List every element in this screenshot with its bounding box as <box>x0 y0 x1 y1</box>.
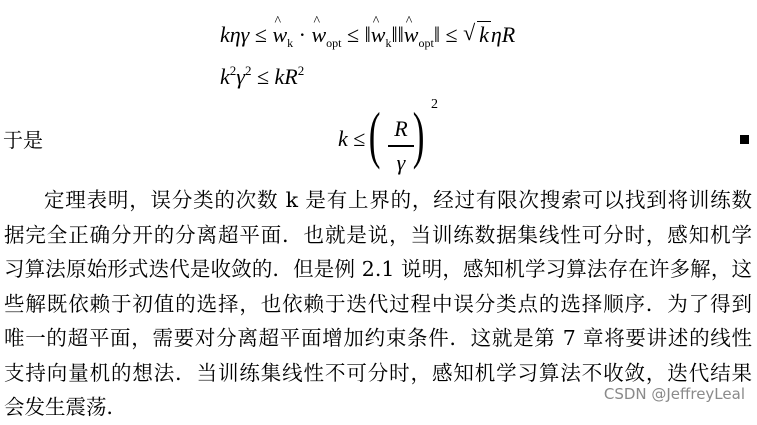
paragraph-line: 定理表明，误分类的次数 k 是有上界的，经过有限次搜索可以找到将训练数 <box>44 188 752 212</box>
equation-1: kηγ ≤ ^ $w_k$ · ^ $w_{opt}$ ≤ ‖^ $w_k‖‖\^{}$ $w_{opt}‖$ ≤ √ kηR <box>220 24 515 49</box>
exponent-2: 2 <box>431 97 438 112</box>
end-of-proof-square <box>740 135 749 144</box>
equation-2: $k^2\gamma^2 \le kR^2$ <box>220 63 305 89</box>
yushi-label: 于是 <box>3 128 43 152</box>
paragraph-line: 据完全正确分开的分离超平面．也就是说，当训练数据集线性可分时，感知机学 <box>4 222 752 247</box>
paragraph-line: 会发生震荡． <box>4 395 127 419</box>
right-paren: ) <box>412 99 425 170</box>
paragraph-line: 支持向量机的想法．当训练集线性不可分时，感知机学习算法不收敛，迭代结果 <box>4 360 752 385</box>
paragraph-line: 唯一的超平面，需要对分离超平面增加约束条件．这就是第 7 章将要讲述的线性 <box>4 326 752 350</box>
equation-3: k ≤ <box>338 126 366 151</box>
csdn-watermark: CSDN @JeffreyLeal <box>603 385 745 403</box>
fraction-r-over-gamma: R γ <box>388 116 414 176</box>
paragraph-line: 些解既依赖于初值的选择，也依赖于迭代过程中误分类点的选择顺序．为了得到 <box>4 291 752 316</box>
left-paren: ( <box>368 99 381 170</box>
paragraph-line: 习算法原始形式迭代是收敛的．但是例 2.1 说明，感知机学习算法存在许多解，这 <box>4 257 752 281</box>
